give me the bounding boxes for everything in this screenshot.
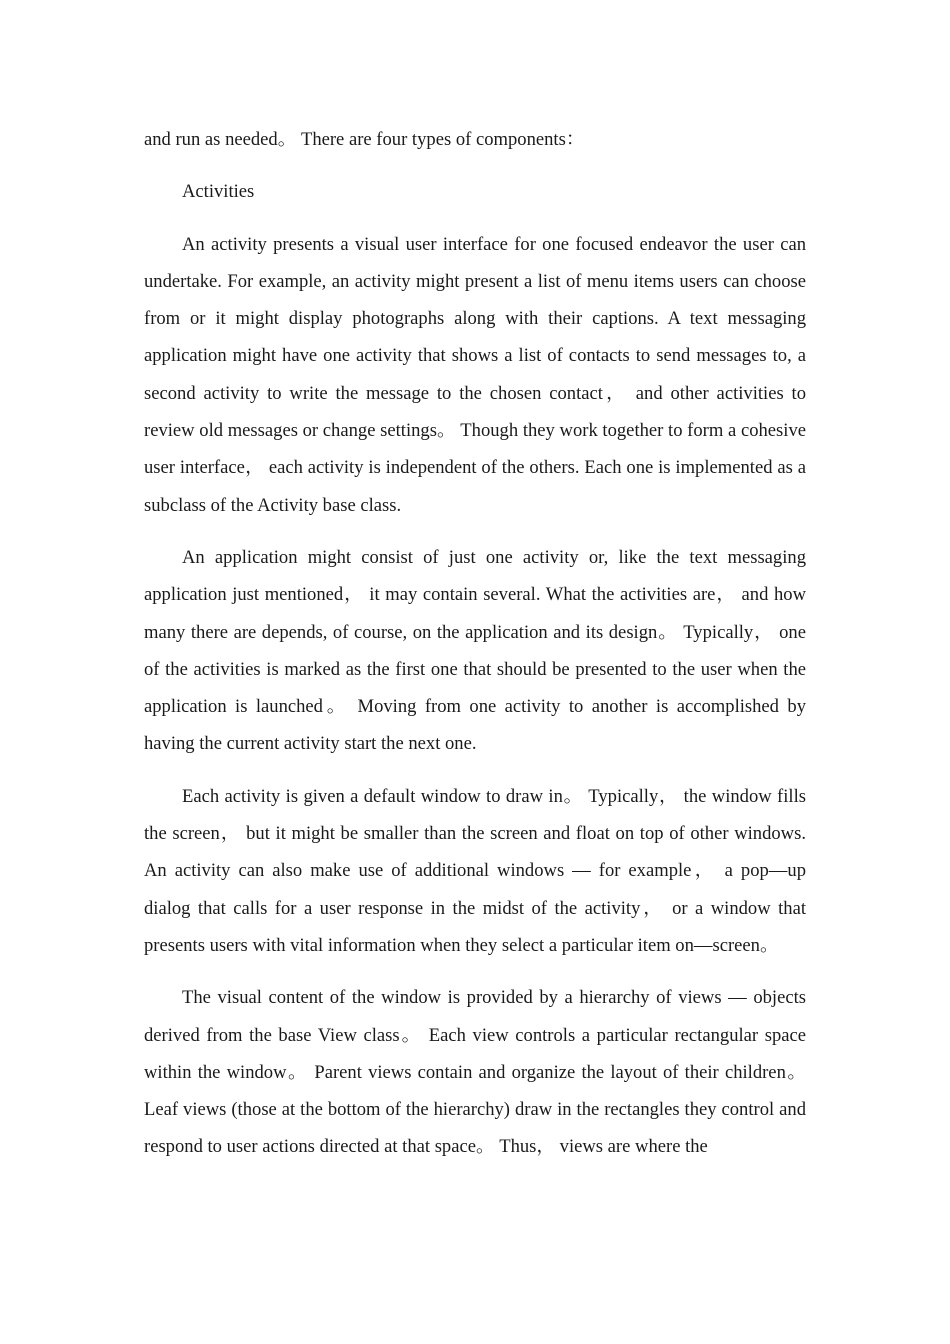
intro-line: and run as needed。 There are four types of components： xyxy=(144,129,585,150)
paragraph-activity-windows: Each activity is given a default window to draw in。 Typically， the window fills the screen， but it might be smaller than the screen and float on top of other windows. An activity can also make use of additional windows — for example， a pop—up dialog that calls for a user response in the midst of the activity， or a window that presents users with vital information when they select a particular item on—screen。 xyxy=(144,785,806,956)
paragraph-activity-definition: An activity presents a visual user interface for one focused endeavor the user can undertake. For example, an activity might present a list of menu items users can choose from or it might display photographs along with their captions. A text messaging application might have one activity that shows a list of contacts to send messages to, a second activity to write the message to the chosen contact， and other activities to review old messages or change settings。 Though they work together to form a cohesive user interface， each activity is independent of the others. Each one is implemented as a subclass of the Activity base class. xyxy=(144,233,806,516)
paragraph-application-activities: An application might consist of just one activity or, like the text messaging application just mentioned， it may contain several. What the activities are， and how many there are depends, of course, on the application and its design。 Typically， one of the activities is marked as the first one that should be presented to the user when the application is launched。 Moving from one activity to another is accomplished by having the current activity start the next one. xyxy=(144,546,806,755)
document-page xyxy=(144,121,806,1181)
paragraph-view-hierarchy: The visual content of the window is provided by a hierarchy of views — objects derived from the base View class。 Each view controls a particular rectangular space within the window。 Parent views contain and organize the layout of their children。 Leaf views (those at the bottom of the hierarchy) draw in the rectangles they control and respond to user actions directed at that space。 Thus， views are where the xyxy=(144,987,806,1158)
section-heading-activities: Activities xyxy=(182,181,255,203)
